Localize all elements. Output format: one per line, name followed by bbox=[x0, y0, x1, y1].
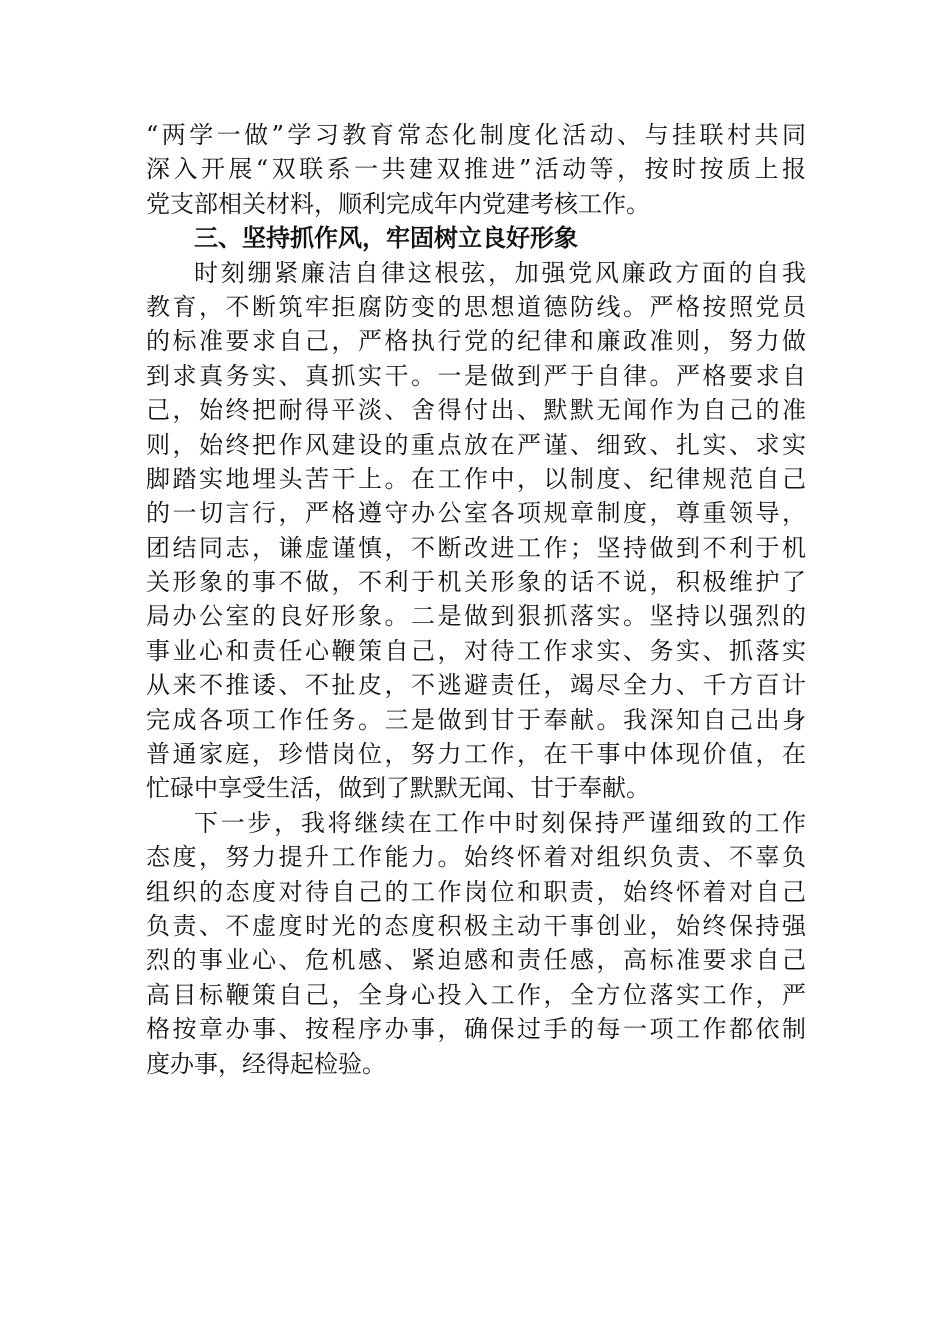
paragraph-line: 则，始终把作风建设的重点放在严谨、细致、扎实、求实 bbox=[146, 430, 806, 459]
paragraph-line: 党支部相关材料，顺利完成年内党建考核工作。 bbox=[146, 189, 650, 218]
paragraph-line: 关形象的事不做，不利于机关形象的话不说，积极维护了 bbox=[146, 568, 806, 597]
paragraph-line: 到求真务实、真抓实干。一是做到严于自律。严格要求自 bbox=[146, 361, 806, 390]
paragraph-line: 脚踏实地埋头苦干上。在工作中，以制度、纪律规范自己 bbox=[146, 464, 806, 493]
paragraph-line: 负责、不虚度时光的态度积极主动干事创业，始终保持强 bbox=[146, 911, 806, 940]
paragraph-line: 忙碌中享受生活，做到了默默无闻、甘于奉献。 bbox=[146, 774, 650, 803]
paragraph-line: 组织的态度对待自己的工作岗位和职责，始终怀着对自己 bbox=[146, 877, 806, 906]
paragraph-line: 普通家庭，珍惜岗位，努力工作，在干事中体现价值，在 bbox=[146, 740, 806, 769]
paragraph-line: 事业心和责任心鞭策自己，对待工作求实、务实、抓落实 bbox=[146, 636, 806, 665]
paragraph-line: 烈的事业心、危机感、紧迫感和责任感，高标准要求自己 bbox=[146, 946, 806, 975]
paragraph-line: 的标准要求自己，严格执行党的纪律和廉政准则，努力做 bbox=[146, 327, 806, 356]
paragraph-next-steps bbox=[146, 806, 806, 1081]
section-heading-3: 三、坚持抓作风，牢固树立良好形象 bbox=[194, 224, 578, 253]
paragraph-line: 深入开展“双联系一共建双推进”活动等，按时按质上报 bbox=[146, 155, 806, 184]
paragraph-line: 度办事，经得起检验。 bbox=[146, 1049, 386, 1078]
paragraph-line: 己，始终把耐得平淡、舍得付出、默默无闻作为自己的准 bbox=[146, 396, 806, 425]
paragraph-line: “两学一做”学习教育常态化制度化活动、与挂联村共同 bbox=[146, 121, 806, 149]
paragraph-work-style bbox=[146, 256, 806, 806]
paragraph-party-building-summary bbox=[146, 118, 806, 221]
paragraph-line: 下一步，我将继续在工作中时刻保持严谨细致的工作 bbox=[194, 808, 806, 837]
document-body bbox=[146, 118, 806, 1081]
paragraph-line: 局办公室的良好形象。二是做到狠抓落实。坚持以强烈的 bbox=[146, 602, 806, 631]
paragraph-line: 态度，努力提升工作能力。始终怀着对组织负责、不辜负 bbox=[146, 843, 806, 872]
paragraph-line: 高目标鞭策自己，全身心投入工作，全方位落实工作，严 bbox=[146, 980, 806, 1009]
paragraph-line: 完成各项工作任务。三是做到甘于奉献。我深知自己出身 bbox=[146, 705, 806, 734]
paragraph-line: 从来不推诿、不扯皮，不逃避责任，竭尽全力、千方百计 bbox=[146, 671, 806, 700]
paragraph-line: 格按章办事、按程序办事，确保过手的每一项工作都依制 bbox=[146, 1015, 806, 1044]
paragraph-line: 的一切言行，严格遵守办公室各项规章制度，尊重领导， bbox=[146, 499, 806, 528]
paragraph-line: 团结同志，谦虚谨慎，不断改进工作；坚持做到不利于机 bbox=[146, 533, 806, 562]
paragraph-line: 时刻绷紧廉洁自律这根弦，加强党风廉政方面的自我 bbox=[194, 258, 806, 287]
paragraph-line: 教育，不断筑牢拒腐防变的思想道德防线。严格按照党员 bbox=[146, 292, 806, 321]
